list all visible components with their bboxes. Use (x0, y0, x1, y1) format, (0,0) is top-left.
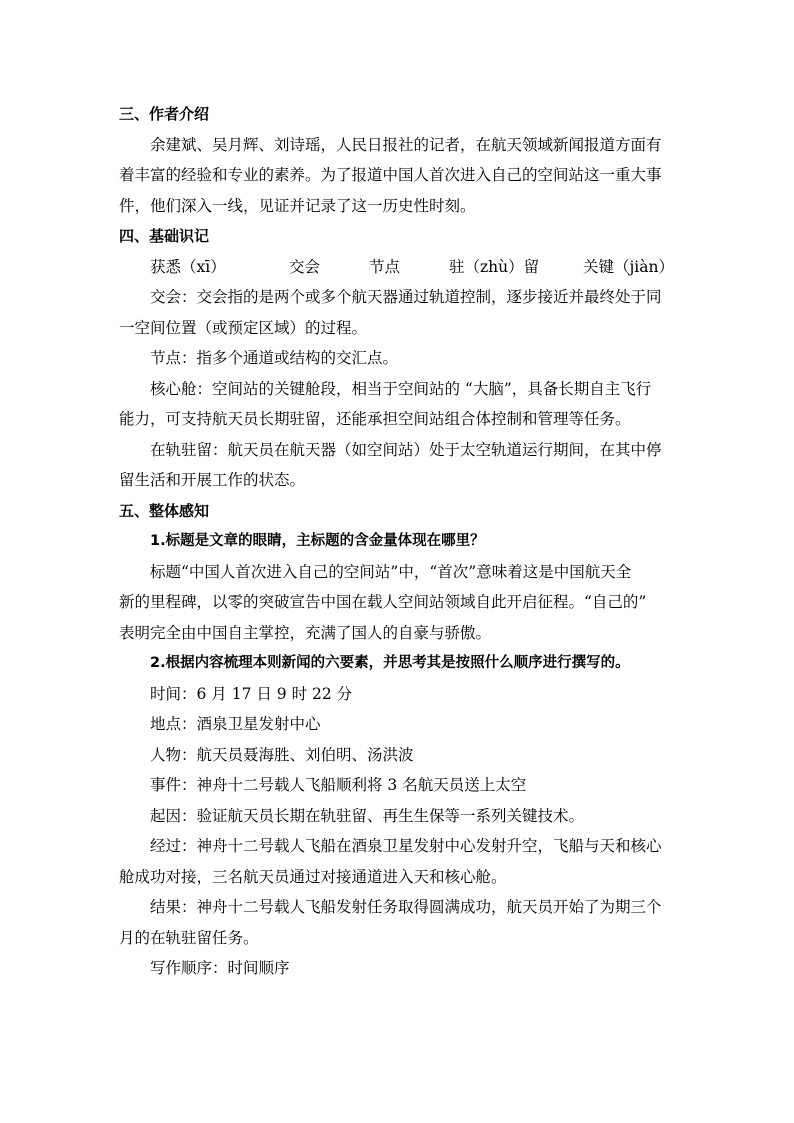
answer-line: 月的在轨驻留任务。 (119, 928, 259, 947)
vocab-item: 节点 (369, 257, 401, 276)
answer-line: 标题“中国人首次进入自己的空间站”中，“首次”意味着这是中国航天全 (150, 562, 632, 581)
document-body (119, 99, 676, 984)
definition-line: 一空间位置（或预定区域）的过程。 (119, 318, 368, 337)
vocab-item: 获悉（xī） (150, 257, 226, 276)
vocab-list (119, 252, 676, 283)
paragraph-line: 着丰富的经验和专业的素养。为了报道中国人首次进入自己的空间站这一重大事 (119, 166, 662, 184)
definition-line: 节点：指多个通道或结构的交汇点。 (150, 349, 399, 367)
answer-line: 人物：航天员聂海胜、刘伯明、汤洪波 (150, 745, 414, 764)
answer-line: 起因：验证航天员长期在轨驻留、再生生保等一系列关键技术。 (150, 806, 585, 825)
answer-line: 时间：6 月 17 日 9 时 22 分 (150, 684, 353, 703)
paragraph-line: 余建斌、吴月辉、刘诗瑶，人民日报社的记者，在航天领域新闻报道方面有 (150, 135, 662, 154)
section-heading-author: 三、作者介绍 (119, 105, 210, 123)
vocab-item: 交会 (289, 257, 321, 276)
answer-line: 表明完全由中国自主掌控，充满了国人的自豪与骄傲。 (119, 623, 492, 642)
answer-line: 舱成功对接，三名航天员通过对接通道进入天和核心舱。 (119, 867, 507, 886)
question-1: 1.标题是文章的眼睛，主标题的含金量体现在哪里？ (150, 533, 485, 549)
answer-line: 地点：酒泉卫星发射中心 (150, 715, 321, 733)
definition-line: 留生活和开展工作的状态。 (119, 471, 306, 489)
vocab-item: 关键（jiàn） (583, 257, 674, 276)
definition-line: 交会：交会指的是两个或多个航天器通过轨道控制，逐步接近并最终处于同 (150, 288, 662, 306)
question-2: 2.根据内容梳理本则新闻的六要素，并思考其是按照什么顺序进行撰写的。 (150, 655, 630, 671)
definition-line: 核心舱：空间站的关键舱段，相当于空间站的 “大脑”，具备长期自主飞行 (150, 379, 652, 398)
definition-line: 能力，可支持航天员长期驻留，还能承担空间站组合体控制和管理等任务。 (119, 410, 631, 428)
section-heading-basics: 四、基础识记 (119, 227, 210, 245)
answer-line: 经过：神舟十二号载人飞船在酒泉卫星发射中心发射升空，飞船与天和核心 (150, 837, 662, 855)
answer-line: 新的里程碑，以零的突破宣告中国在载人空间站领域自此开启征程。“自己的” (119, 593, 647, 611)
definition-line: 在轨驻留：航天员在航天器（如空间站）处于太空轨道运行期间，在其中停 (150, 440, 662, 459)
answer-line: 结果：神舟十二号载人飞船发射任务取得圆满成功，航天员开始了为期三个 (150, 898, 662, 916)
vocab-item: 驻（zhù）留 (449, 257, 540, 276)
answer-line: 事件：神舟十二号载人飞船顺利将 3 名航天员送上太空 (150, 776, 527, 794)
section-heading-overview: 五、整体感知 (119, 501, 210, 520)
answer-line: 写作顺序：时间顺序 (150, 959, 290, 977)
paragraph-line: 件，他们深入一线，见证并记录了这一历史性时刻。 (119, 196, 476, 215)
